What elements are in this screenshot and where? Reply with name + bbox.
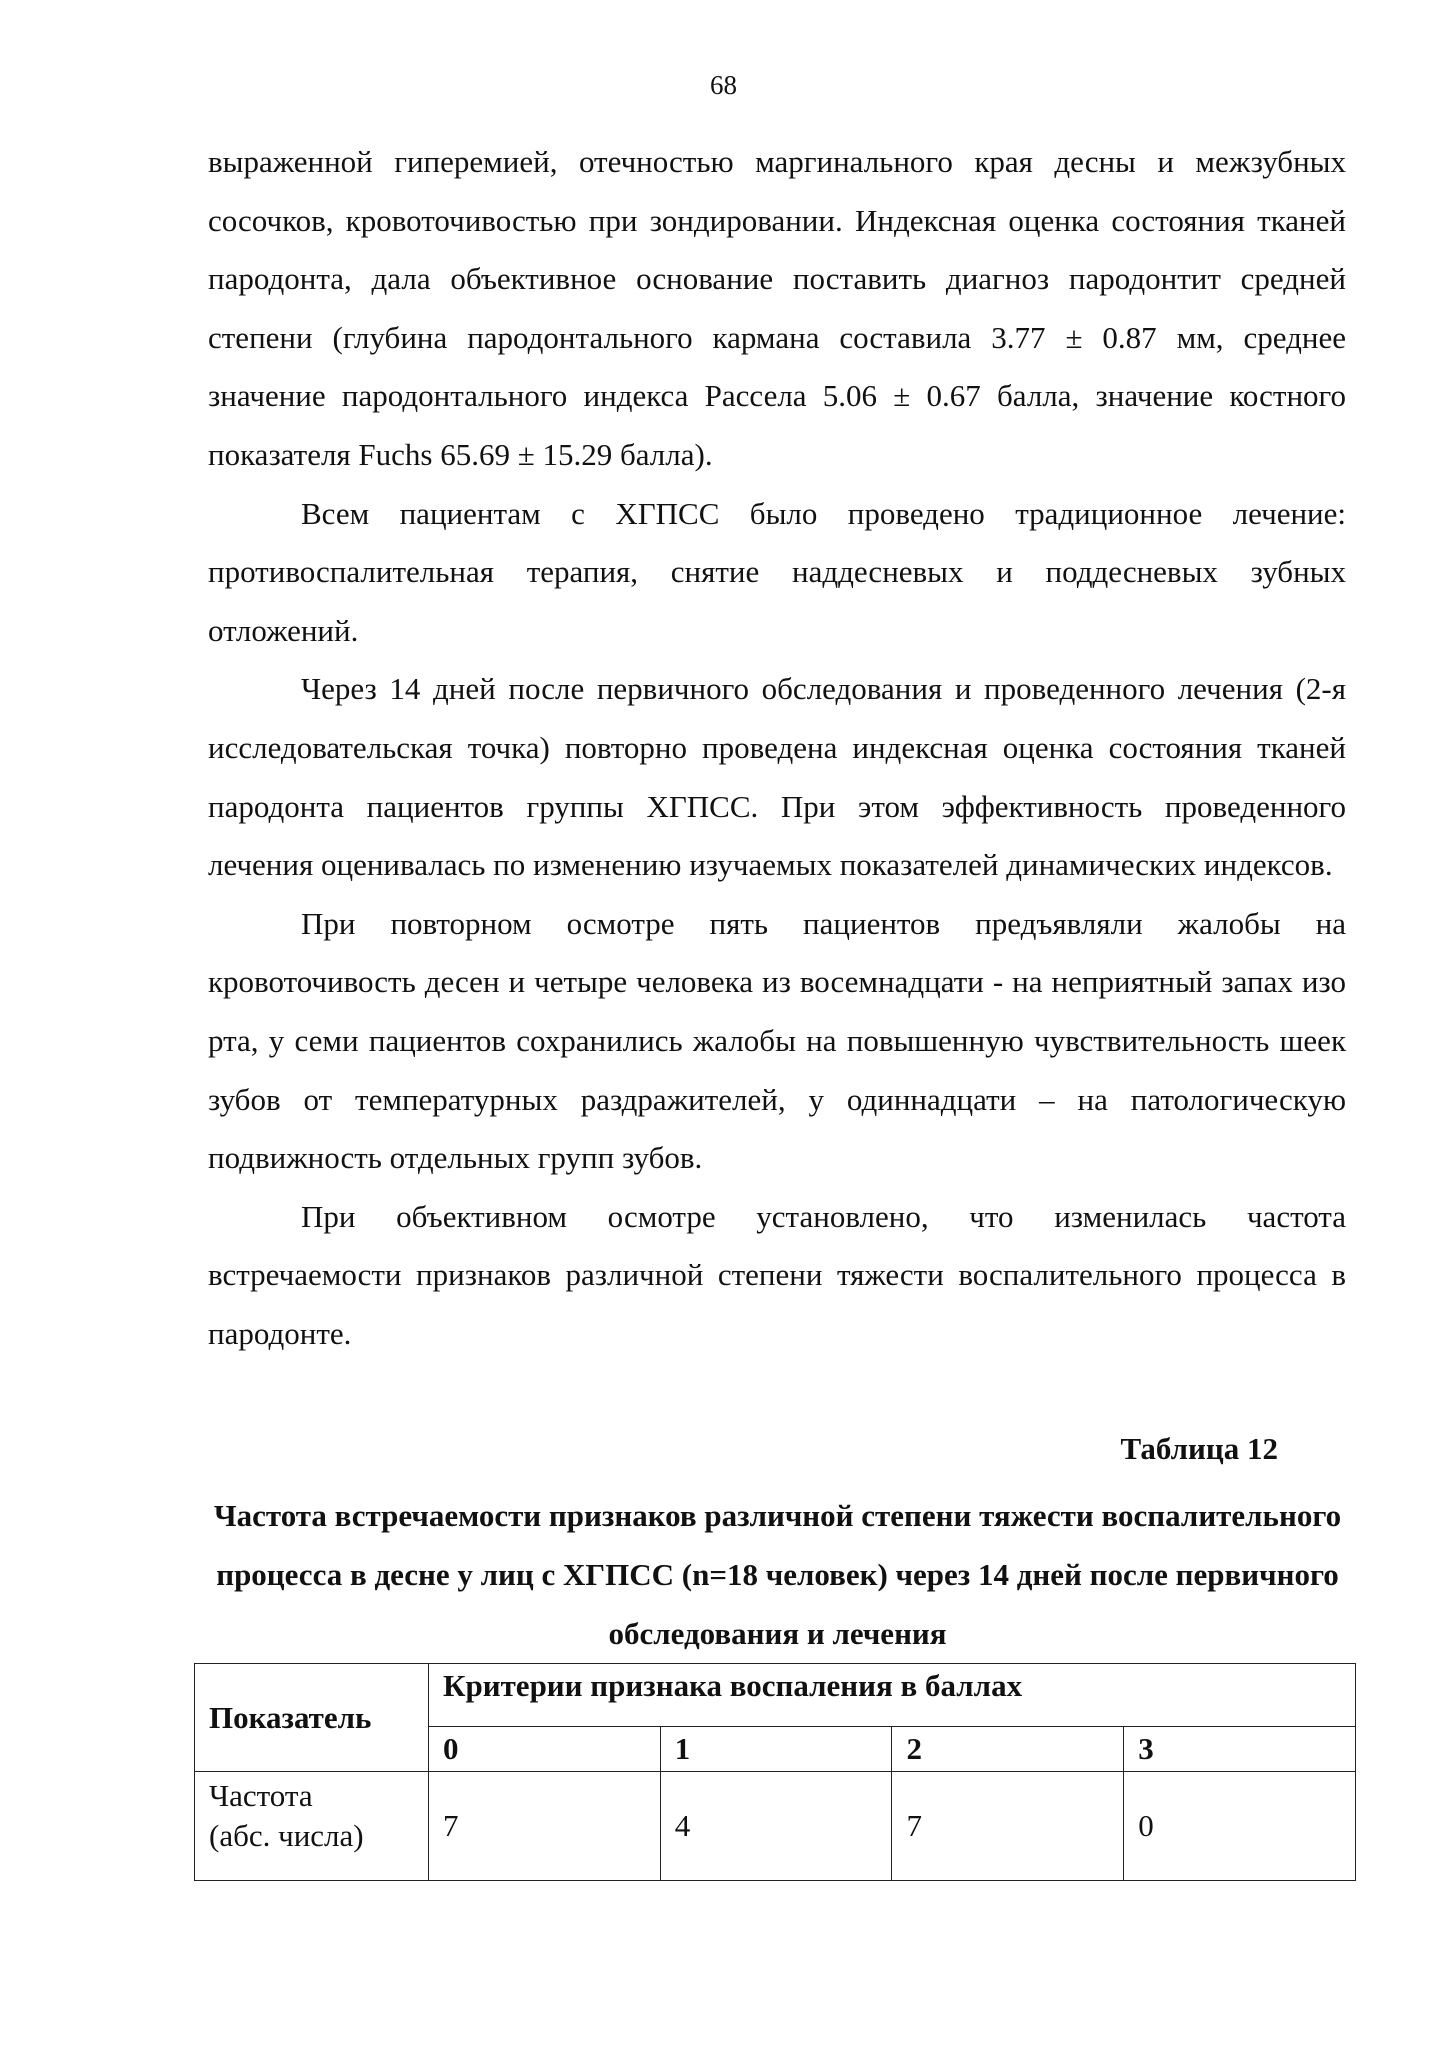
paragraph-2: Всем пациентам с ХГПСС было проведено традиционное лечение: противоспалительная терапия, снятие наддесневых и поддесневых зубных отложений. (208, 495, 1346, 648)
header-indicator: Показатель (195, 1664, 429, 1772)
table-caption: Частота встречаемости признаков различной степени тяжести воспалительного процесса в десне у лиц с ХГПСС (n=18 человек) через 14 дней после первичного обследования и лечения (213, 1498, 1342, 1651)
value-score-3: 0 (1124, 1772, 1356, 1881)
value-score-1: 4 (660, 1772, 892, 1881)
score-header-2: 2 (892, 1727, 1124, 1772)
row-label (195, 1772, 429, 1881)
table-label: Таблица 12 (1120, 1431, 1278, 1466)
paragraph-3: Через 14 дней после первичного обследования и проведенного лечения (2-я исследовательская точка) повторно проведена индексная оценка состояния тканей пародонта пациентов группы ХГПСС. При этом эффективность проведенного лечения оценивалась по изменению изучаемых показателей динамических индексов. (208, 671, 1346, 883)
score-header-1: 1 (660, 1727, 892, 1772)
score-header-3: 3 (1124, 1727, 1356, 1772)
body-text (208, 133, 1346, 1363)
score-header-0: 0 (429, 1727, 661, 1772)
table-header-row (195, 1664, 1356, 1727)
header-criteria: Критерии признака воспаления в баллах (429, 1664, 1356, 1727)
paragraph-5: При объективном осмотре установлено, что изменилась частота встречаемости признаков различной степени тяжести воспалительного процесса в пародонте. (208, 1198, 1346, 1351)
value-score-0: 7 (429, 1772, 661, 1881)
paragraph-1: выраженной гиперемией, отечностью маргинального края десны и межзубных сосочков, кровоточивостью при зондировании. Индексная оценка состояния тканей пародонта, дала объективное основание поставить диагноз пародонтит средней степени (глубина пародонтального кармана составила 3.77 ± 0.87 мм, среднее значение пародонтального индекса Рассела 5.06 ± 0.67 балла, значение костного показателя Fuchs 65.69 ± 15.29 балла). (208, 144, 1346, 472)
table-row (195, 1772, 1356, 1881)
row-label-line2: (абс. числа) (209, 1818, 364, 1853)
frequency-table (194, 1663, 1356, 1881)
paragraph-4: При повторном осмотре пять пациентов предъявляли жалобы на кровоточивость десен и четыре человека из восемнадцати - на неприятный запах изо рта, у семи пациентов сохранились жалобы на повышенную чувствительность шеек зубов от температурных раздражителей, у одиннадцати – на патологическую подвижность отдельных групп зубов. (208, 905, 1346, 1176)
row-label-line1: Частота (209, 1778, 313, 1813)
page-number: 68 (710, 70, 737, 100)
value-score-2: 7 (892, 1772, 1124, 1881)
